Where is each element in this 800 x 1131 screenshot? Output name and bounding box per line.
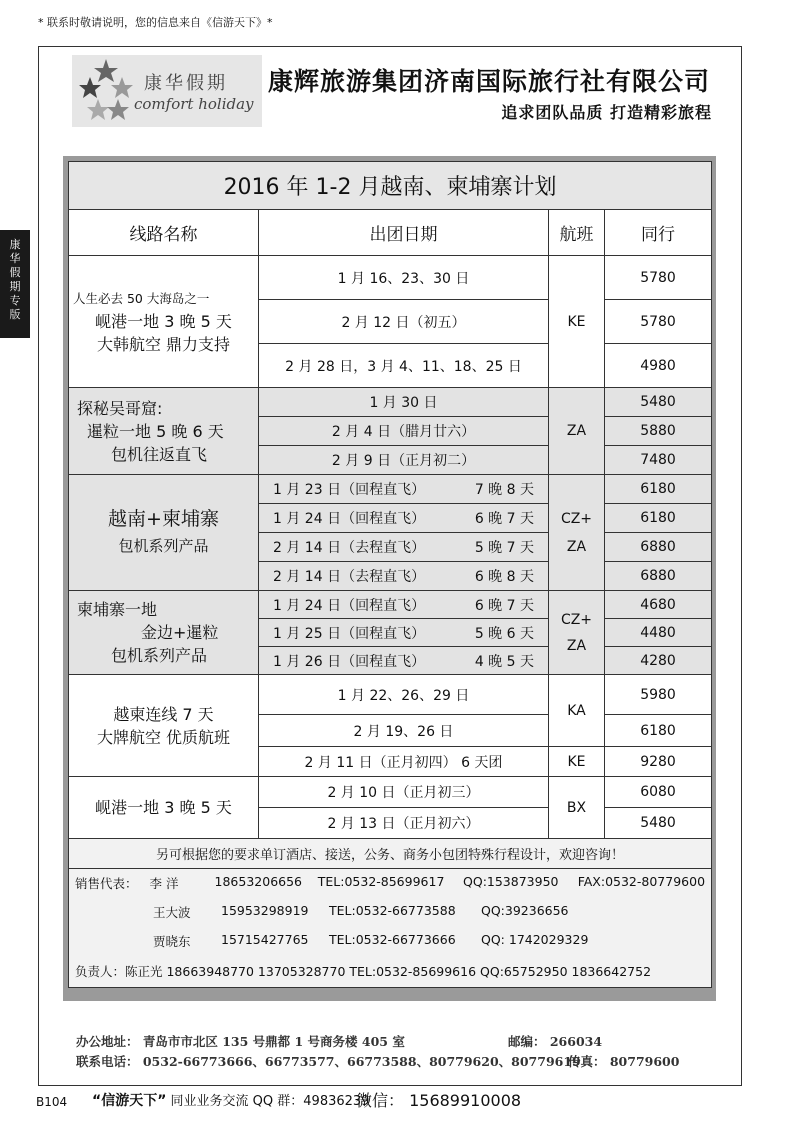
service-note: 另可根据您的要求单订酒店、接送，公务、商务小包团特殊行程设计，欢迎咨询！ — [69, 839, 712, 869]
date-cell — [259, 475, 549, 504]
contact-phones: 联系电话： 0532-66773666、66773577、66773588、80779620、80779619 — [76, 1054, 581, 1069]
date-cell — [259, 647, 549, 675]
side-tab — [0, 230, 30, 338]
flight-cell: KA — [549, 675, 605, 747]
sales-phone: 18653206656 — [214, 874, 303, 890]
page-number: B104 — [36, 1095, 68, 1109]
sales-tel: TEL:0532-85699617 — [317, 874, 445, 890]
price-cell: 4480 — [605, 619, 712, 647]
date-text: 1 月 24 日（回程直飞） — [273, 597, 426, 614]
date-cell — [259, 562, 549, 591]
sales-fax: FAX:0532-80779600 — [577, 874, 706, 890]
logo-english-text: comfort holiday — [134, 95, 254, 113]
header-date: 出团日期 — [259, 210, 549, 256]
footer-brand-line — [92, 1090, 369, 1110]
date-text: 1 月 25 日（回程直飞） — [273, 625, 426, 642]
flight-line: CZ+ — [560, 611, 593, 628]
office-address: 办公地址： 青岛市市北区 135 号鼎都 1 号商务楼 405 室 — [76, 1034, 405, 1049]
duration-text: 6 晚 7 天 — [474, 597, 534, 614]
date-text: 1 月 23 日（回程直飞） — [273, 482, 426, 498]
route-line: 越南+柬埔寨 — [108, 507, 219, 530]
route-line: 探秘吴哥窟: — [77, 398, 163, 418]
sales-qq: QQ:39236656 — [481, 903, 569, 918]
route-line: 金边+暹粒 — [141, 623, 219, 642]
route-line: 越柬连线 7 天 — [113, 704, 214, 724]
side-tab-char: 华 — [9, 252, 21, 265]
sales-name: 王大波 — [153, 905, 191, 920]
price-cell: 5480 — [605, 808, 712, 839]
tour-plan-table-frame — [63, 156, 716, 1001]
header-route: 线路名称 — [69, 210, 259, 256]
sales-phone: 15715427765 — [221, 932, 309, 947]
header-price: 同行 — [605, 210, 712, 256]
flight-cell: ZA — [549, 388, 605, 475]
date-cell: 1 月 22、26、29 日 — [259, 675, 549, 715]
flight-line: ZA — [566, 637, 587, 654]
footer-wechat: 微信： 15689910008 — [356, 1091, 522, 1110]
footer-qq-group: 同业业务交流 QQ 群：49836239 — [170, 1094, 370, 1109]
route-line: 包机系列产品 — [118, 536, 209, 555]
sales-tel: TEL:0532-66773588 — [329, 903, 456, 918]
flight-line: CZ+ — [560, 510, 593, 527]
price-cell: 4280 — [605, 647, 712, 675]
price-cell: 5880 — [605, 417, 712, 446]
route-cell — [69, 256, 259, 388]
price-cell: 6180 — [605, 475, 712, 504]
sales-qq: QQ:153873950 — [463, 874, 559, 890]
price-cell: 6880 — [605, 562, 712, 591]
flight-cell: KE — [549, 256, 605, 388]
route-line: 岘港一地 3 晚 5 天 — [95, 312, 232, 331]
route-line: 包机系列产品 — [111, 646, 208, 665]
date-text: 1 月 24 日（回程直飞） — [273, 511, 426, 527]
price-cell: 9280 — [605, 747, 712, 777]
price-cell: 5480 — [605, 388, 712, 417]
route-cell — [69, 388, 259, 475]
sales-row — [69, 869, 712, 898]
company-logo — [72, 55, 262, 127]
route-line: 包机往返直飞 — [111, 444, 208, 464]
flight-cell: KE — [549, 747, 605, 777]
date-cell: 2 月 13 日（正月初六） — [259, 808, 549, 839]
side-tab-char: 康 — [9, 238, 21, 251]
route-line: 大韩航空 鼎力支持 — [96, 335, 231, 354]
logo-chinese-text: 康华假期 — [144, 73, 228, 94]
top-note: * 联系时敬请说明，您的信息来自《信游天下》* — [38, 16, 273, 29]
date-cell: 2 月 19、26 日 — [259, 715, 549, 747]
side-tab-char: 版 — [9, 308, 21, 321]
sales-qq: QQ: 1742029329 — [481, 932, 589, 947]
price-cell: 6180 — [605, 504, 712, 533]
duration-text: 7 晚 8 天 — [474, 482, 534, 498]
postcode: 邮编： 266034 — [508, 1034, 603, 1049]
duration-text: 4 晚 5 天 — [474, 653, 534, 670]
route-line: 暹粒一地 5 晚 6 天 — [87, 421, 224, 441]
sales-label — [75, 932, 153, 950]
fax-number: 传真： 80779600 — [568, 1054, 680, 1069]
date-cell — [259, 619, 549, 647]
date-cell: 2 月 11 日（正月初四） 6 天团 — [259, 747, 549, 777]
route-cell — [69, 591, 259, 675]
sales-name: 李 洋 — [149, 876, 179, 892]
date-cell — [259, 591, 549, 619]
route-line: 人生必去 50 大海岛之一 — [73, 291, 210, 306]
date-text: 2 月 14 日（去程直飞） — [273, 569, 426, 585]
price-cell: 6880 — [605, 533, 712, 562]
company-slogan: 追求团队品质 打造精彩旅程 — [501, 103, 712, 122]
sales-row — [69, 927, 712, 956]
sales-phone: 15953298919 — [221, 903, 309, 918]
date-text: 2 月 14 日（去程直飞） — [273, 540, 426, 556]
date-cell: 2 月 4 日（腊月廿六） — [259, 417, 549, 446]
company-name: 康辉旅游集团济南国际旅行社有限公司 — [268, 67, 711, 96]
date-cell: 2 月 12 日（初五） — [259, 300, 549, 344]
tour-plan-table — [68, 161, 712, 988]
sales-label: 销售代表： — [75, 876, 138, 892]
date-text: 1 月 26 日（回程直飞） — [273, 653, 426, 670]
duration-text: 5 晚 7 天 — [474, 540, 534, 556]
duration-text: 6 晚 7 天 — [474, 511, 534, 527]
price-cell: 6180 — [605, 715, 712, 747]
footer-brand: “信游天下” — [92, 1093, 167, 1109]
price-cell: 4680 — [605, 591, 712, 619]
date-cell: 2 月 9 日（正月初二） — [259, 446, 549, 475]
header-flight: 航班 — [549, 210, 605, 256]
route-line: 岘港一地 3 晚 5 天 — [95, 798, 232, 817]
price-cell: 5980 — [605, 675, 712, 715]
date-cell: 2 月 10 日（正月初三） — [259, 777, 549, 808]
duration-text: 6 晚 8 天 — [474, 569, 534, 585]
sales-name: 贾晓东 — [153, 934, 191, 949]
price-cell: 4980 — [605, 344, 712, 388]
date-cell: 1 月 30 日 — [259, 388, 549, 417]
flight-line: ZA — [566, 538, 587, 555]
star-logo-icon — [76, 55, 136, 127]
date-cell: 2 月 28 日，3 月 4、11、18、25 日 — [259, 344, 549, 388]
manager-row: 负责人：陈正光 18663948770 13705328770 TEL:0532-85699616 QQ:65752950 1836642752 — [69, 956, 712, 988]
price-cell: 5780 — [605, 300, 712, 344]
flight-cell — [549, 591, 605, 675]
route-line: 大牌航空 优质航班 — [96, 727, 231, 747]
route-cell — [69, 777, 259, 839]
price-cell: 7480 — [605, 446, 712, 475]
route-cell — [69, 675, 259, 777]
route-cell — [69, 475, 259, 591]
route-line: 柬埔寨一地 — [77, 600, 158, 619]
price-cell: 5780 — [605, 256, 712, 300]
flight-cell — [549, 475, 605, 591]
sales-row — [69, 898, 712, 927]
date-cell — [259, 504, 549, 533]
side-tab-char: 期 — [9, 280, 21, 293]
date-cell: 1 月 16、23、30 日 — [259, 256, 549, 300]
date-cell — [259, 533, 549, 562]
sales-tel: TEL:0532-66773666 — [329, 932, 456, 947]
price-cell: 6080 — [605, 777, 712, 808]
side-tab-char: 假 — [9, 266, 21, 279]
sales-label — [75, 903, 153, 921]
duration-text: 5 晚 6 天 — [474, 625, 534, 642]
side-tab-char: 专 — [9, 294, 21, 307]
table-title: 2016 年 1-2 月越南、柬埔寨计划 — [69, 162, 712, 210]
flight-cell: BX — [549, 777, 605, 839]
